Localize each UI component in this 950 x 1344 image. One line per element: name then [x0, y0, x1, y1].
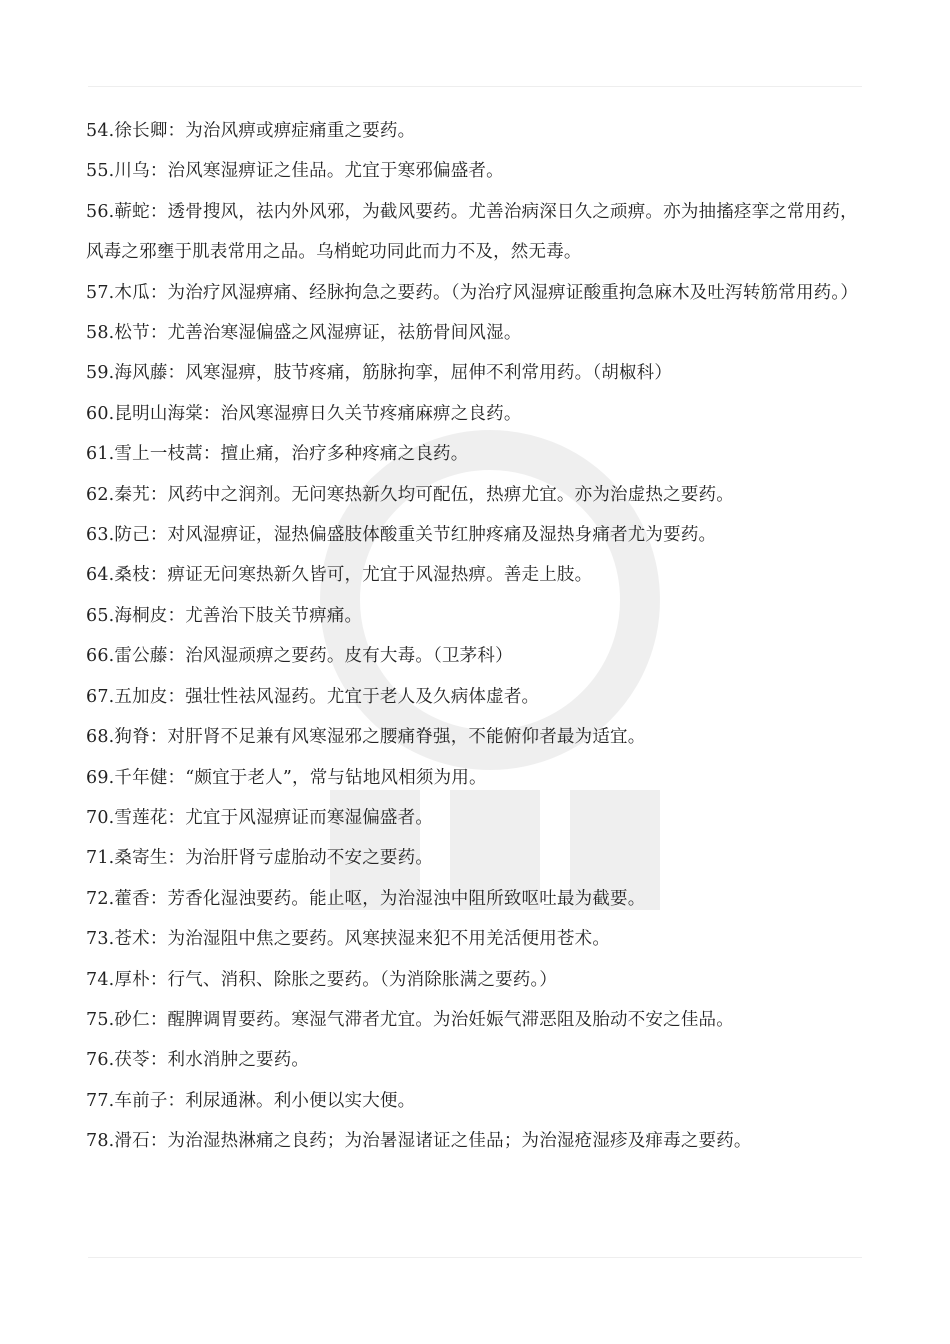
list-item: 62.秦艽：风药中之润剂。无问寒热新久均可配伍，热痹尤宜。亦为治虚热之要药。 [86, 484, 734, 505]
list-item: 68.狗脊：对肝肾不足兼有风寒湿邪之腰痛脊强，不能俯仰者最为适宜。 [86, 727, 646, 748]
list-item: 67.五加皮：强壮性祛风湿药。尤宜于老人及久病体虚者。 [86, 686, 540, 707]
list-item: 73.苍术：为治湿阻中焦之要药。风寒挟湿来犯不用羌活便用苍术。 [86, 929, 611, 950]
list-item: 66.雷公藤：治风湿顽痹之要药。皮有大毒。（卫茅科） [86, 646, 513, 667]
list-item: 57.木瓜：为治疗风湿痹痛、经脉拘急之要药。（为治疗风湿痹证酸重拘急麻木及吐泻转筋常用药。） [86, 282, 859, 303]
list-item: 60.昆明山海棠：治风寒湿痹日久关节疼痛麻痹之良药。 [86, 403, 522, 424]
list-item: 65.海桐皮：尤善治下肢关节痹痛。 [86, 605, 363, 626]
list-item: 78.滑石：为治湿热淋痛之良药；为治暑湿诸证之佳品；为治湿疮湿疹及痱毒之要药。 [86, 1131, 752, 1152]
list-item: 70.雪莲花：尤宜于风湿痹证而寒湿偏盛者。 [86, 807, 434, 828]
list-item: 74.厚朴：行气、消积、除胀之要药。（为消除胀满之要药。） [86, 969, 558, 990]
header-rule [88, 86, 862, 87]
list-item: 56.蕲蛇：透骨搜风，祛内外风邪，为截风要药。尤善治病深日久之顽痹。亦为抽搐痉挛之常用药，风毒之邪壅于肌表常用之品。乌梢蛇功同此而力不及，然无毒。 [86, 201, 858, 263]
list-item: 59.海风藤：风寒湿痹，肢节疼痛，筋脉拘挛，屈伸不利常用药。（胡椒科） [86, 363, 673, 384]
list-item: 77.车前子：利尿通淋。利小便以实大便。 [86, 1090, 416, 1111]
list-item: 69.千年健：“颇宜于老人”，常与钻地风相须为用。 [86, 767, 487, 788]
list-item: 55.川乌：治风寒湿痹证之佳品。尤宜于寒邪偏盛者。 [86, 161, 504, 182]
list-item: 64.桑枝：痹证无问寒热新久皆可，尤宜于风湿热痹。善走上肢。 [86, 565, 593, 586]
list-item: 72.藿香：芳香化湿浊要药。能止呕，为治湿浊中阻所致呕吐最为截要。 [86, 888, 646, 909]
list-item: 76.茯苓：利水消肿之要药。 [86, 1050, 310, 1071]
document-body [86, 111, 866, 1162]
list-item: 58.松节：尤善治寒湿偏盛之风湿痹证，祛筋骨间风湿。 [86, 323, 522, 344]
list-item: 75.砂仁：醒脾调胃要药。寒湿气滞者尤宜。为治妊娠气滞恶阻及胎动不安之佳品。 [86, 1009, 734, 1030]
footer-rule [88, 1257, 862, 1258]
list-item: 54.徐长卿：为治风痹或痹症痛重之要药。 [86, 121, 416, 141]
list-item: 71.桑寄生：为治肝肾亏虚胎动不安之要药。 [86, 848, 434, 869]
list-item: 61.雪上一枝蒿：擅止痛，治疗多种疼痛之良药。 [86, 444, 469, 465]
list-item: 63.防己：对风湿痹证，湿热偏盛肢体酸重关节红肿疼痛及湿热身痛者尤为要药。 [86, 525, 717, 546]
